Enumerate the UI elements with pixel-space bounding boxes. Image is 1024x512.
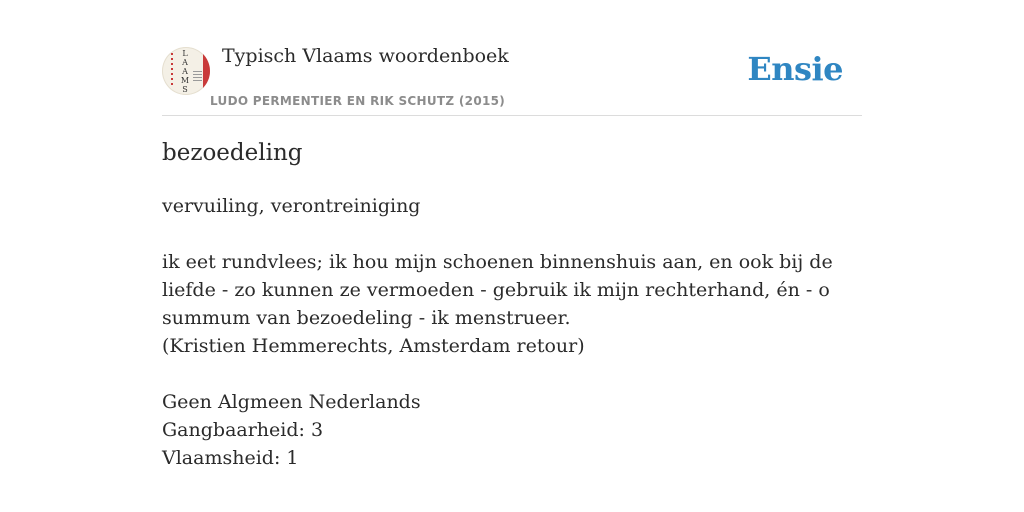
entry-gangbaarheid: Gangbaarheid: 3	[162, 419, 324, 441]
dictionary-authors: LUDO PERMENTIER EN RIK SCHUTZ (2015)	[210, 94, 506, 108]
logo-fine-print	[193, 71, 202, 81]
entry-source: (Kristien Hemmerechts, Amsterdam retour)	[162, 335, 585, 357]
dictionary-logo[interactable]	[162, 47, 210, 95]
entry-vlaamsheid: Vlaamsheid: 1	[162, 447, 299, 469]
logo-letter: A	[182, 58, 188, 67]
entry-body	[162, 192, 862, 472]
dictionary-header	[162, 38, 862, 116]
logo-letters	[178, 49, 192, 94]
entry-definition: vervuiling, verontreiniging	[162, 195, 421, 217]
spacer	[162, 220, 862, 248]
logo-letter: A	[182, 67, 188, 76]
entry-standard: Geen Algmeen Nederlands	[162, 391, 421, 413]
dictionary-card	[162, 38, 862, 469]
logo-letter: S	[182, 85, 188, 94]
ensie-logo[interactable]: Ensie	[747, 50, 843, 88]
logo-decoration	[171, 53, 173, 87]
logo-letter: M	[180, 76, 190, 85]
entry-example: ik eet rundvlees; ik hou mijn schoenen binnenshuis aan, en ook bij de liefde - zo kunnen ze vermoeden - gebruik ik mijn rechterhand, én - o summum van bezoedeling - ik menstrueer.	[162, 251, 833, 329]
logo-red-bar	[203, 53, 210, 89]
logo-letter: L	[182, 49, 188, 58]
entry-headword: bezoedeling	[162, 140, 303, 166]
dictionary-title[interactable]: Typisch Vlaams woordenboek	[222, 45, 509, 67]
spacer	[162, 360, 862, 388]
